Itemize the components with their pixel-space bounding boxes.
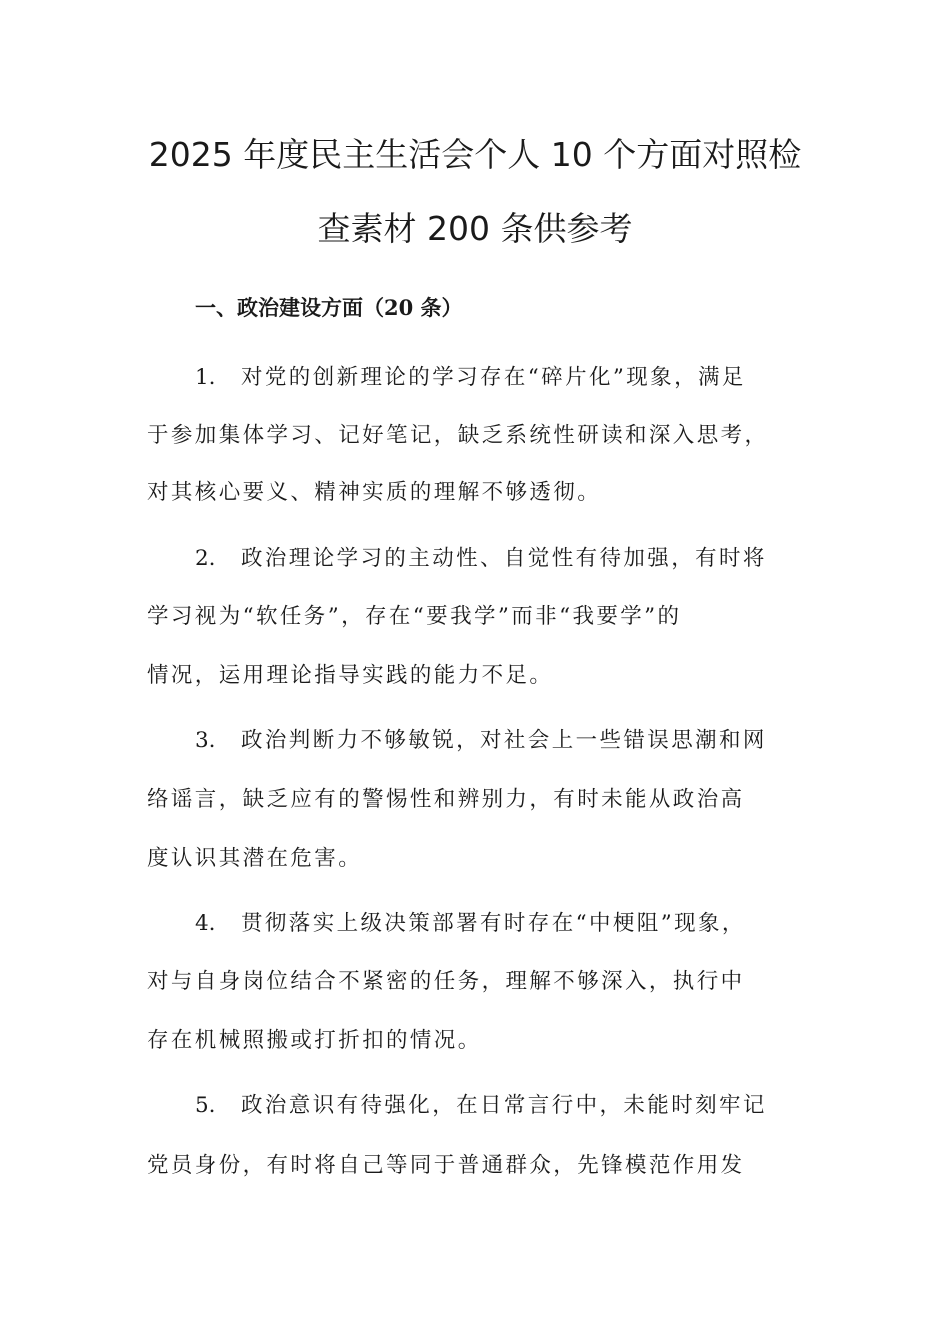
- item-1-line-2: 于参加集体学习、记好笔记，缺乏系统性研读和深入思考，: [147, 423, 769, 448]
- item-3-line-1: [195, 725, 865, 757]
- item-number: 3.: [195, 728, 216, 753]
- section-heading: 一、政治建设方面（20 条）: [195, 295, 463, 320]
- item-number: 4.: [195, 911, 216, 936]
- item-number: 5.: [195, 1093, 216, 1118]
- item-2-line-2: 学习视为“软任务”，存在“要我学”而非“我要学”的: [147, 604, 682, 629]
- item-1-line-3: 对其核心要义、精神实质的理解不够透彻。: [147, 480, 602, 505]
- item-text: 政治意识有待强化，在日常言行中，未能时刻牢记: [241, 1093, 767, 1118]
- item-4-line-2: 对与自身岗位结合不紧密的任务，理解不够深入，执行中: [147, 969, 745, 994]
- item-3-line-3: 度认识其潜在危害。: [147, 846, 363, 871]
- item-3-line-2: 络谣言，缺乏应有的警惕性和辨别力，有时未能从政治高: [147, 787, 745, 812]
- item-2-line-3: 情况，运用理论指导实践的能力不足。: [147, 663, 554, 688]
- item-text: 贯彻落实上级决策部署有时存在“中梗阻”现象，: [241, 911, 746, 936]
- item-number: 1.: [195, 365, 216, 390]
- item-1-line-1: [195, 362, 865, 394]
- item-text: 对党的创新理论的学习存在“碎片化”现象，满足: [241, 365, 746, 390]
- item-2-line-1: [195, 543, 865, 575]
- item-4-line-1: [195, 908, 865, 940]
- document-title-line-2: 查素材 200 条供参考: [317, 209, 633, 248]
- item-text: 政治判断力不够敏锐，对社会上一些错误思潮和网: [241, 728, 767, 753]
- item-5-line-2: 党员身份，有时将自己等同于普通群众，先锋模范作用发: [147, 1153, 745, 1178]
- document-title-line-1: 2025 年度民主生活会个人 10 个方面对照检: [148, 135, 802, 174]
- item-5-line-1: [195, 1090, 865, 1122]
- item-text: 政治理论学习的主动性、自觉性有待加强，有时将: [241, 546, 767, 571]
- item-4-line-3: 存在机械照搬或打折扣的情况。: [147, 1028, 482, 1053]
- item-number: 2.: [195, 546, 216, 571]
